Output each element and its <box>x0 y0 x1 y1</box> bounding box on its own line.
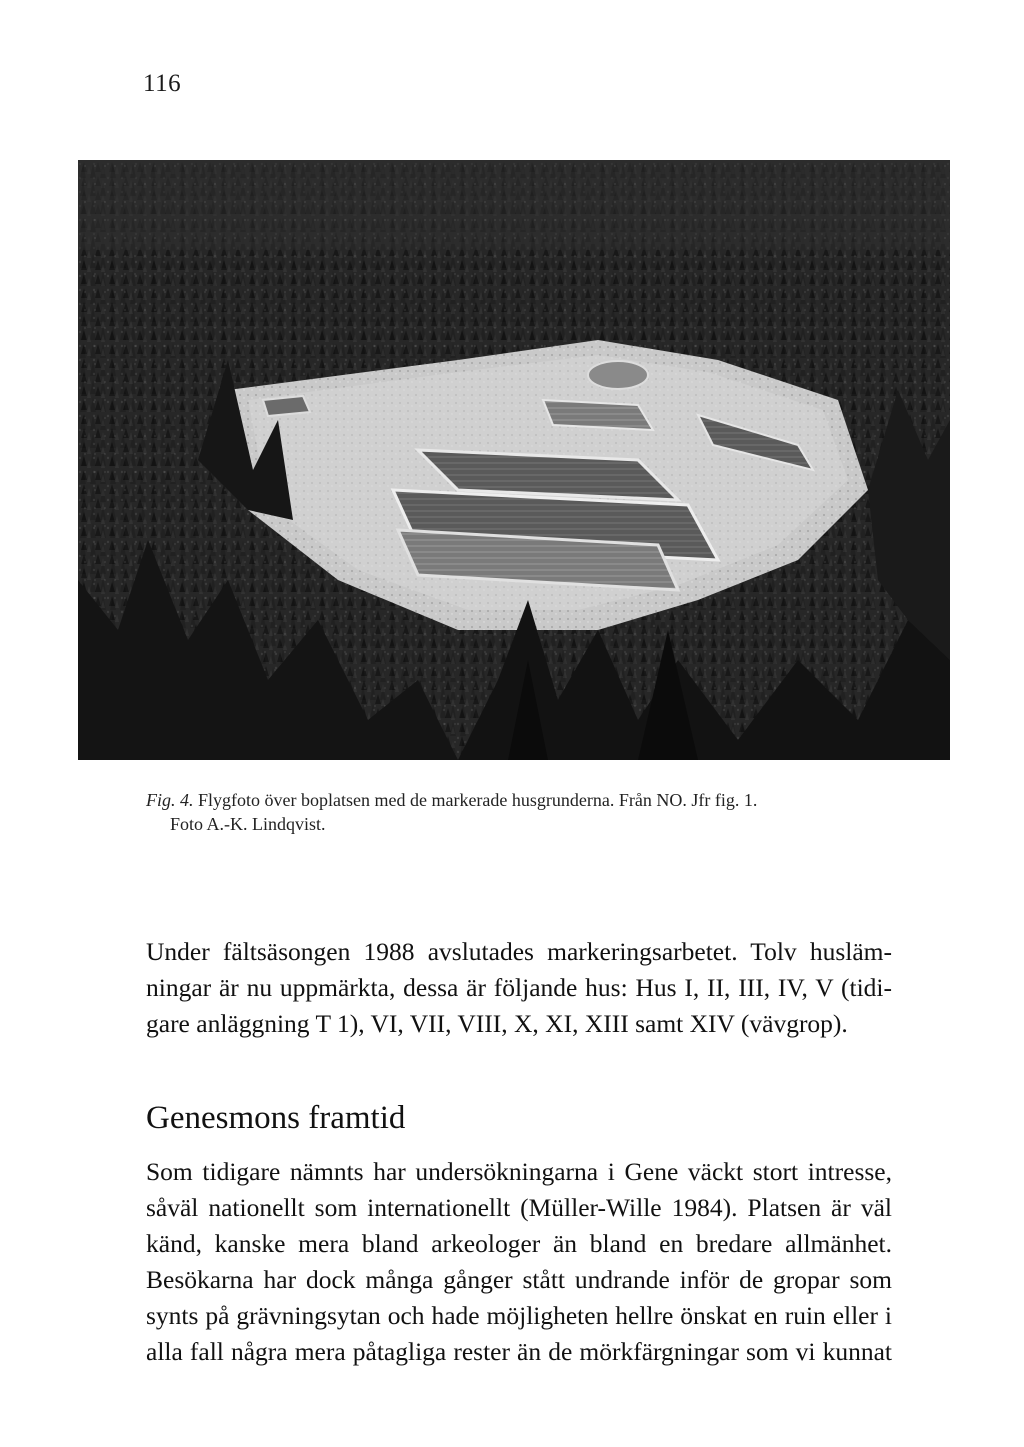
paragraph-2-line: Besökarna har dock många gånger stått undrande inför de gropar som <box>146 1265 892 1294</box>
paragraph-1-line: ningar är nu uppmärkta, dessa är följande hus: Hus I, II, III, IV, V (tidi- <box>146 973 892 1002</box>
paragraph-1-line: Under fältsäsongen 1988 avslutades markeringsarbetet. Tolv husläm- <box>146 937 892 966</box>
paragraph-2-line: synts på grävningsytan och hade möjligheten hellre önskat en ruin eller i <box>146 1301 892 1330</box>
paragraph-2-line: såväl nationellt som internationellt (Müller-Wille 1984). Platsen är väl <box>146 1193 892 1222</box>
paragraph-1-line: gare anläggning T 1), VI, VII, VIII, X, XI, XIII samt XIV (vävgrop). <box>146 1009 848 1038</box>
paragraph-2-line: känd, kanske mera bland arkeologer än bland en bredare allmänhet. <box>146 1229 892 1258</box>
paragraph-2-line: Som tidigare nämnts har undersökningarna i Gene väckt stort intresse, <box>146 1157 892 1186</box>
caption-line-1: Flygfoto över boplatsen med de markerade husgrunderna. Från NO. Jfr fig. 1. <box>198 790 758 810</box>
caption-line-2: Foto A.-K. Lindqvist. <box>170 814 326 834</box>
section-heading: Genesmons framtid <box>146 1100 406 1136</box>
paragraph-2-line: alla fall några mera påtagliga rester än de mörkfärgningar som vi kunnat <box>146 1337 892 1366</box>
figure-label: Fig. 4. <box>146 790 194 810</box>
body-paragraph-2 <box>146 1154 892 1370</box>
aerial-photo <box>78 160 950 760</box>
body-paragraph-1 <box>146 934 892 1042</box>
figure-caption <box>146 788 906 836</box>
aerial-photo-image <box>78 160 950 760</box>
page-number: 116 <box>143 70 182 97</box>
